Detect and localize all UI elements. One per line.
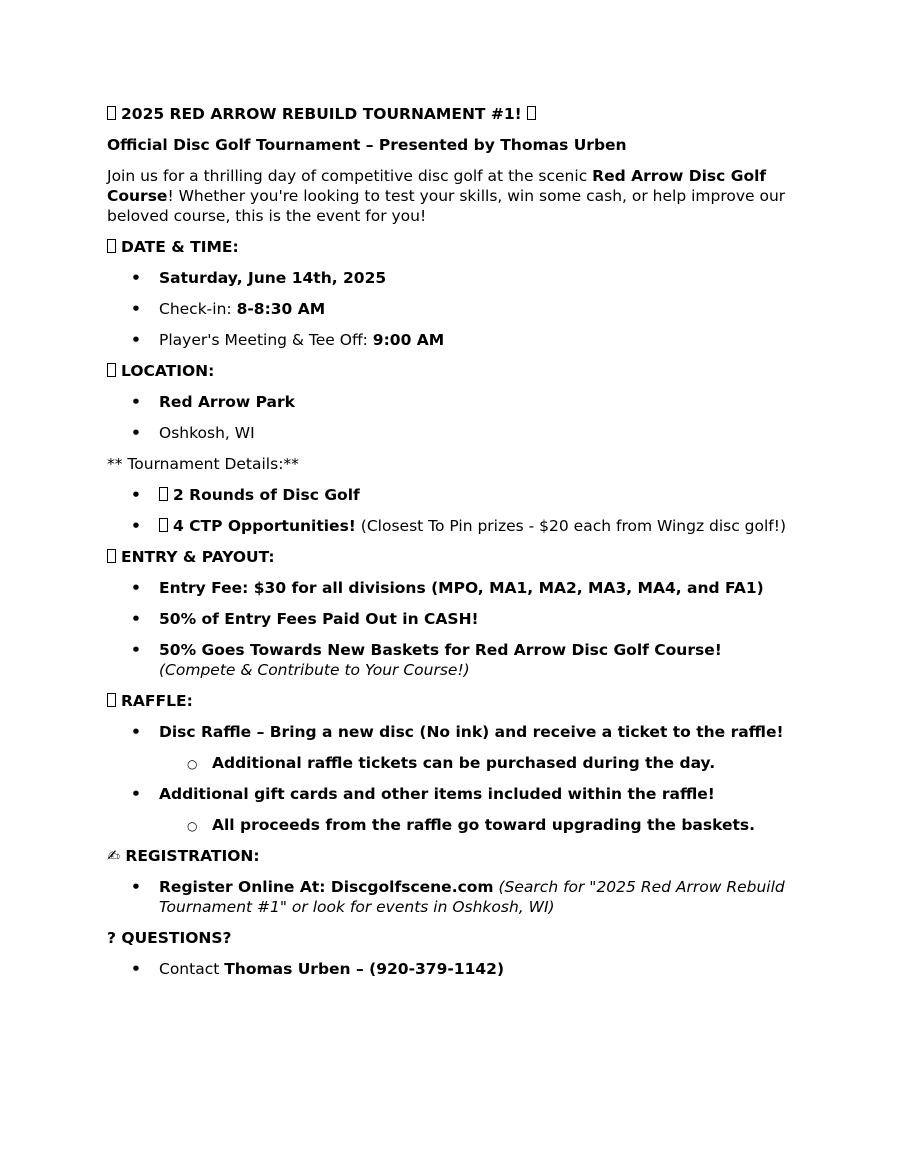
- writing-hand-icon: ✍: [107, 847, 120, 865]
- raffle-heading: [107, 691, 790, 711]
- raffle-heading-text: RAFFLE:: [121, 692, 193, 710]
- raffle-list: [107, 722, 790, 835]
- list-item: [107, 299, 790, 319]
- list-item: [107, 578, 790, 598]
- event-date: Saturday, June 14th, 2025: [159, 269, 387, 287]
- missing-glyph-icon: [527, 106, 536, 120]
- list-item: [107, 722, 790, 742]
- registration-heading: [107, 846, 790, 866]
- questions-heading: ? QUESTIONS?: [107, 929, 232, 947]
- list-item: [107, 959, 790, 979]
- date-time-heading: [107, 237, 790, 257]
- city-name: Oshkosh, WI: [159, 424, 255, 442]
- checkin-time: 8-8:30 AM: [236, 300, 326, 318]
- missing-glyph-icon: [107, 239, 116, 253]
- entry-heading: [107, 547, 790, 567]
- list-item: [107, 330, 790, 350]
- date-time-heading-text: DATE & TIME:: [121, 238, 239, 256]
- ctp-title: 4 CTP Opportunities!: [173, 517, 356, 535]
- rounds-text: 2 Rounds of Disc Golf: [173, 486, 360, 504]
- intro-pre: Join us for a thrilling day of competitive disc golf at the scenic: [107, 167, 593, 185]
- contact-label: Contact: [159, 960, 225, 978]
- bullet-icon: •: [131, 610, 141, 628]
- bullet-icon: •: [131, 424, 141, 442]
- bullet-icon: •: [131, 393, 141, 411]
- payout-text: 50% of Entry Fees Paid Out in CASH!: [159, 610, 479, 628]
- location-list: [107, 392, 790, 443]
- list-item: [107, 784, 790, 804]
- subtitle: Official Disc Golf Tournament – Presented by Thomas Urben: [107, 136, 627, 154]
- circle-bullet-icon: ○: [187, 819, 198, 833]
- missing-glyph-icon: [159, 487, 168, 501]
- registration-site: Register Online At: Discgolfscene.com: [159, 878, 494, 896]
- bullet-icon: •: [131, 486, 141, 504]
- bullet-icon: •: [131, 723, 141, 741]
- circle-bullet-icon: ○: [187, 757, 198, 771]
- gift-cards-text: Additional gift cards and other items included within the raffle!: [159, 785, 715, 803]
- intro-paragraph: [107, 166, 790, 226]
- baskets-note: (Compete & Contribute to Your Course!): [159, 661, 470, 679]
- meeting-label: Player's Meeting & Tee Off:: [159, 331, 373, 349]
- details-list: [107, 485, 790, 536]
- list-item: [107, 877, 790, 917]
- bullet-icon: •: [131, 269, 141, 287]
- list-item: [107, 268, 790, 288]
- bullet-icon: •: [131, 785, 141, 803]
- intro-post: ! Whether you're looking to test your skills, win some cash, or help improve our beloved course, this is the event for you!: [107, 187, 786, 225]
- checkin-label: Check-in:: [159, 300, 237, 318]
- list-item: [107, 485, 790, 505]
- title-text: 2025 RED ARROW REBUILD TOURNAMENT #1!: [121, 105, 522, 123]
- bullet-icon: •: [131, 878, 141, 896]
- list-item: [107, 753, 790, 773]
- registration-note: (Search for "2025 Red Arrow Rebuild Tournament #1" or look for events in Oshkosh, WI): [159, 878, 785, 916]
- missing-glyph-icon: [107, 549, 116, 563]
- bullet-icon: •: [131, 960, 141, 978]
- list-item: [107, 609, 790, 629]
- list-item: [107, 423, 790, 443]
- missing-glyph-icon: [107, 106, 116, 120]
- entry-fee: Entry Fee: $30 for all divisions (MPO, MA1, MA2, MA3, MA4, and FA1): [159, 579, 764, 597]
- page-title: [107, 104, 790, 124]
- ctp-description: (Closest To Pin prizes - $20 each from Wingz disc golf!): [355, 517, 787, 535]
- entry-heading-text: ENTRY & PAYOUT:: [121, 548, 275, 566]
- questions-list: [107, 959, 790, 979]
- baskets-text: 50% Goes Towards New Baskets for Red Arrow Disc Golf Course!: [159, 641, 722, 659]
- raffle-tickets-text: Additional raffle tickets can be purchased during the day.: [212, 754, 716, 772]
- contact-info: Thomas Urben – (920-379-1142): [224, 960, 505, 978]
- bullet-icon: •: [131, 300, 141, 318]
- details-heading: ** Tournament Details:**: [107, 455, 299, 473]
- missing-glyph-icon: [159, 518, 168, 532]
- list-item: [107, 392, 790, 412]
- bullet-icon: •: [131, 579, 141, 597]
- registration-heading-text: REGISTRATION:: [125, 847, 260, 865]
- location-heading-text: LOCATION:: [121, 362, 215, 380]
- missing-glyph-icon: [107, 363, 116, 377]
- intro-course-name: Red Arrow Disc Golf Course: [107, 167, 767, 205]
- date-time-list: [107, 268, 790, 350]
- list-item: [107, 516, 790, 536]
- bullet-icon: •: [131, 641, 141, 659]
- park-name: Red Arrow Park: [159, 393, 295, 411]
- location-heading: [107, 361, 790, 381]
- list-item: [107, 815, 790, 835]
- meeting-time: 9:00 AM: [372, 331, 445, 349]
- registration-list: [107, 877, 790, 917]
- entry-list: [107, 578, 790, 680]
- disc-raffle-text: Disc Raffle – Bring a new disc (No ink) and receive a ticket to the raffle!: [159, 723, 784, 741]
- bullet-icon: •: [131, 517, 141, 535]
- raffle-proceeds-text: All proceeds from the raffle go toward upgrading the baskets.: [212, 816, 756, 834]
- bullet-icon: •: [131, 331, 141, 349]
- list-item: [107, 640, 790, 680]
- missing-glyph-icon: [107, 693, 116, 707]
